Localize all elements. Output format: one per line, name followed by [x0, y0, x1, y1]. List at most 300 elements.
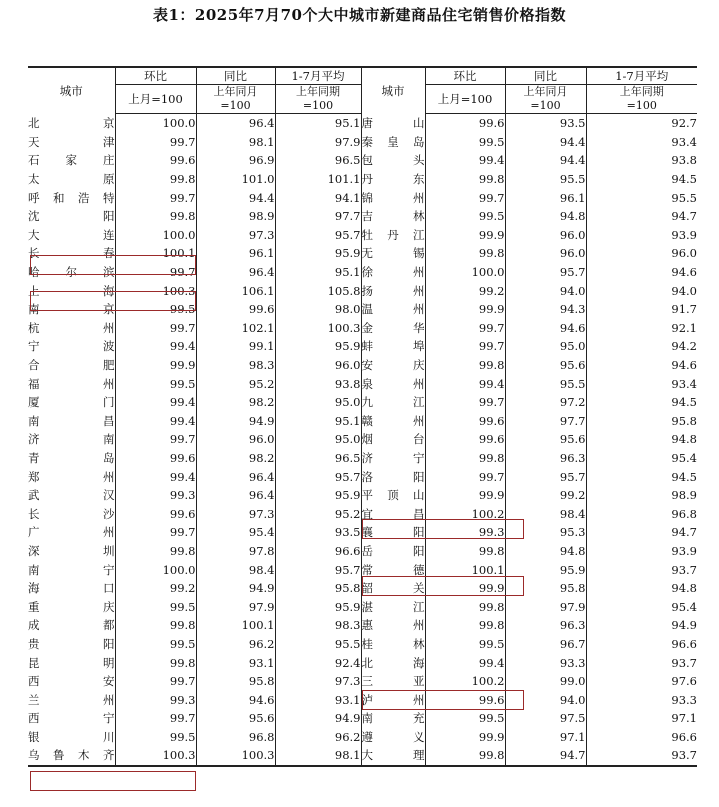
city-cell: 沈阳: [28, 209, 115, 224]
city-cell: 惠州: [361, 616, 425, 635]
mom-cell: 99.7: [115, 133, 196, 152]
mom-cell: 99.6: [115, 151, 196, 170]
mom-cell: 99.2: [115, 579, 196, 598]
yoy-cell: 96.8: [196, 728, 275, 747]
avg-cell: 94.9: [586, 616, 697, 635]
yoy-cell: 94.4: [196, 188, 275, 207]
mom-cell: 99.5: [115, 728, 196, 747]
mom-cell: 99.9: [425, 579, 505, 598]
mom-cell: 99.8: [115, 170, 196, 189]
city-cell: 合肥: [28, 358, 115, 373]
yoy-cell: 96.3: [505, 449, 586, 468]
city-cell: 昆明: [28, 655, 115, 670]
avg-cell: 96.0: [586, 244, 697, 263]
yoy-cell: 97.7: [505, 412, 586, 431]
city-cell: 金华: [361, 319, 425, 338]
yoy-cell: 93.1: [196, 653, 275, 672]
yoy-cell: 97.3: [196, 226, 275, 245]
avg-cell: 105.8: [275, 281, 361, 300]
city-cell: 厦门: [28, 395, 115, 410]
mom-cell: 99.7: [425, 319, 505, 338]
mom-cell: 99.8: [425, 356, 505, 375]
mom-cell: 99.7: [115, 672, 196, 691]
city-cell: 济宁: [361, 449, 425, 468]
city-cell: 秦皇岛: [361, 133, 425, 152]
table-row: [28, 412, 697, 431]
mom-cell: 99.8: [425, 449, 505, 468]
mom-cell: 99.7: [115, 263, 196, 282]
avg-cell: 95.7: [275, 467, 361, 486]
city-cell: 南充: [361, 709, 425, 728]
mom-cell: 99.8: [425, 244, 505, 263]
yoy-cell: 96.4: [196, 467, 275, 486]
city-cell: 成都: [28, 618, 115, 633]
avg-cell: 93.9: [586, 226, 697, 245]
table-row: [28, 151, 697, 170]
avg-cell: 94.5: [586, 393, 697, 412]
avg-cell: 95.5: [586, 188, 697, 207]
mom-cell: 99.6: [115, 449, 196, 468]
avg-cell: 98.1: [275, 746, 361, 766]
avg-cell: 97.1: [586, 709, 697, 728]
avg-cell: 94.7: [586, 207, 697, 226]
header-avg-base-right: 上年同期 =100: [586, 85, 697, 114]
avg-cell: 93.7: [586, 746, 697, 766]
mom-cell: 99.7: [115, 709, 196, 728]
avg-cell: 94.0: [586, 281, 697, 300]
city-cell: 温州: [361, 300, 425, 319]
mom-cell: 99.6: [425, 690, 505, 709]
yoy-cell: 97.8: [196, 542, 275, 561]
city-cell: 上海: [28, 283, 115, 298]
avg-cell: 93.8: [586, 151, 697, 170]
table-row: [28, 709, 697, 728]
avg-cell: 94.8: [586, 579, 697, 598]
city-cell: 牡丹江: [361, 226, 425, 245]
yoy-cell: 96.7: [505, 635, 586, 654]
avg-cell: 95.9: [275, 244, 361, 263]
yoy-cell: 96.4: [196, 114, 275, 133]
avg-cell: 92.7: [586, 114, 697, 133]
yoy-cell: 98.1: [196, 133, 275, 152]
city-cell: 泉州: [361, 374, 425, 393]
city-cell: 济南: [28, 432, 115, 447]
city-cell: 北海: [361, 653, 425, 672]
mom-cell: 100.1: [425, 560, 505, 579]
header-mom-base-left: 上月=100: [115, 85, 196, 114]
avg-cell: 96.8: [586, 504, 697, 523]
mom-cell: 99.9: [425, 728, 505, 747]
mom-cell: 100.3: [115, 746, 196, 766]
yoy-cell: 94.6: [196, 690, 275, 709]
avg-cell: 93.9: [586, 542, 697, 561]
avg-cell: 95.0: [275, 393, 361, 412]
avg-cell: 95.5: [275, 635, 361, 654]
city-cell: 蚌埠: [361, 337, 425, 356]
avg-cell: 93.7: [586, 653, 697, 672]
city-cell: 重庆: [28, 599, 115, 614]
avg-cell: 98.0: [275, 300, 361, 319]
yoy-cell: 95.7: [505, 263, 586, 282]
avg-cell: 95.1: [275, 114, 361, 133]
yoy-cell: 96.4: [196, 486, 275, 505]
table-row: [28, 728, 697, 747]
table-row: [28, 467, 697, 486]
avg-cell: 95.8: [586, 412, 697, 431]
mom-cell: 99.6: [425, 430, 505, 449]
mom-cell: 99.6: [115, 504, 196, 523]
city-cell: 长沙: [28, 506, 115, 521]
yoy-cell: 95.8: [505, 579, 586, 598]
yoy-cell: 95.9: [505, 560, 586, 579]
city-cell: 北京: [28, 116, 115, 131]
city-cell: 天津: [28, 134, 115, 149]
mom-cell: 99.7: [425, 467, 505, 486]
table-row: [28, 542, 697, 561]
mom-cell: 99.3: [425, 523, 505, 542]
city-cell: 武汉: [28, 488, 115, 503]
city-cell: 南昌: [28, 413, 115, 428]
mom-cell: 99.4: [425, 374, 505, 393]
city-cell: 洛阳: [361, 467, 425, 486]
table-row: [28, 188, 697, 207]
mom-cell: 99.8: [115, 542, 196, 561]
mom-cell: 99.8: [115, 653, 196, 672]
yoy-cell: 96.0: [505, 244, 586, 263]
city-cell: 南京: [28, 302, 115, 317]
avg-cell: 93.4: [586, 133, 697, 152]
table-row: [28, 133, 697, 152]
table-row: [28, 672, 697, 691]
yoy-cell: 96.4: [196, 263, 275, 282]
avg-cell: 95.9: [275, 337, 361, 356]
yoy-cell: 99.1: [196, 337, 275, 356]
mom-cell: 99.5: [425, 635, 505, 654]
price-index-table: [28, 66, 697, 767]
yoy-cell: 96.9: [196, 151, 275, 170]
city-cell: 韶关: [361, 579, 425, 598]
highlight-box-urumqi: [30, 771, 196, 791]
header-yoy-base-left: 上年同月 =100: [196, 85, 275, 114]
mom-cell: 99.3: [115, 486, 196, 505]
city-cell: 石家庄: [28, 153, 115, 168]
avg-cell: 98.3: [275, 616, 361, 635]
city-cell: 哈尔滨: [28, 265, 115, 280]
yoy-cell: 95.6: [505, 356, 586, 375]
yoy-cell: 96.1: [196, 244, 275, 263]
yoy-cell: 95.3: [505, 523, 586, 542]
avg-cell: 95.9: [275, 486, 361, 505]
mom-cell: 99.7: [425, 188, 505, 207]
mom-cell: 99.6: [425, 114, 505, 133]
avg-cell: 96.5: [275, 449, 361, 468]
yoy-cell: 97.9: [196, 597, 275, 616]
table-row: [28, 430, 697, 449]
header-avg-right: 1-7月平均: [586, 67, 697, 85]
city-cell: 太原: [28, 172, 115, 187]
avg-cell: 93.3: [586, 690, 697, 709]
avg-cell: 92.1: [586, 319, 697, 338]
avg-cell: 94.6: [586, 356, 697, 375]
city-cell: 桂林: [361, 635, 425, 654]
table-row: [28, 226, 697, 245]
city-cell: 宁波: [28, 339, 115, 354]
city-cell: 烟台: [361, 430, 425, 449]
yoy-cell: 95.7: [505, 467, 586, 486]
yoy-cell: 94.8: [505, 542, 586, 561]
avg-cell: 96.2: [275, 728, 361, 747]
city-cell: 大连: [28, 227, 115, 242]
avg-cell: 98.9: [586, 486, 697, 505]
avg-cell: 97.3: [275, 672, 361, 691]
header-avg-base-left: 上年同期 =100: [275, 85, 361, 114]
yoy-cell: 97.9: [505, 597, 586, 616]
yoy-cell: 96.2: [196, 635, 275, 654]
header-city-left: 城市: [28, 67, 115, 114]
city-cell: 乌鲁木齐: [28, 746, 115, 766]
mom-cell: 99.7: [115, 319, 196, 338]
mom-cell: 99.3: [115, 690, 196, 709]
table-row: [28, 635, 697, 654]
mom-cell: 99.7: [425, 337, 505, 356]
yoy-cell: 95.6: [196, 709, 275, 728]
mom-cell: 100.2: [425, 672, 505, 691]
avg-cell: 100.3: [275, 319, 361, 338]
yoy-cell: 99.2: [505, 486, 586, 505]
yoy-cell: 94.9: [196, 412, 275, 431]
table-row: [28, 449, 697, 468]
mom-cell: 99.9: [425, 486, 505, 505]
header-mom-right: 环比: [425, 67, 505, 85]
table-row: [28, 746, 697, 766]
avg-cell: 94.2: [586, 337, 697, 356]
yoy-cell: 96.3: [505, 616, 586, 635]
city-cell: 襄阳: [361, 523, 425, 542]
city-cell: 九江: [361, 393, 425, 412]
mom-cell: 100.0: [115, 114, 196, 133]
city-cell: 平顶山: [361, 486, 425, 505]
avg-cell: 97.9: [275, 133, 361, 152]
avg-cell: 97.6: [586, 672, 697, 691]
table-row: [28, 653, 697, 672]
mom-cell: 99.8: [425, 170, 505, 189]
yoy-cell: 96.1: [505, 188, 586, 207]
mom-cell: 99.7: [425, 393, 505, 412]
yoy-cell: 101.0: [196, 170, 275, 189]
city-cell: 郑州: [28, 469, 115, 484]
avg-cell: 95.4: [586, 597, 697, 616]
city-cell: 银川: [28, 729, 115, 744]
table-row: [28, 300, 697, 319]
table-row: [28, 170, 697, 189]
table-row: [28, 597, 697, 616]
avg-cell: 96.6: [586, 635, 697, 654]
avg-cell: 94.9: [275, 709, 361, 728]
mom-cell: 99.9: [425, 226, 505, 245]
avg-cell: 95.2: [275, 504, 361, 523]
mom-cell: 99.9: [425, 300, 505, 319]
city-cell: 深圳: [28, 543, 115, 558]
yoy-cell: 95.0: [505, 337, 586, 356]
table-row: [28, 374, 697, 393]
yoy-cell: 97.3: [196, 504, 275, 523]
mom-cell: 100.0: [425, 263, 505, 282]
mom-cell: 100.0: [115, 226, 196, 245]
avg-cell: 94.7: [586, 523, 697, 542]
header-mom-base-right: 上月=100: [425, 85, 505, 114]
avg-cell: 95.7: [275, 226, 361, 245]
mom-cell: 99.8: [425, 746, 505, 766]
city-cell: 赣州: [361, 412, 425, 431]
table-row: [28, 281, 697, 300]
city-cell: 湛江: [361, 597, 425, 616]
city-cell: 丹东: [361, 170, 425, 189]
table-row: [28, 319, 697, 338]
mom-cell: 99.4: [115, 337, 196, 356]
avg-cell: 94.5: [586, 467, 697, 486]
mom-cell: 99.4: [425, 653, 505, 672]
avg-cell: 95.8: [275, 579, 361, 598]
avg-cell: 93.4: [586, 374, 697, 393]
avg-cell: 95.9: [275, 597, 361, 616]
avg-cell: 95.1: [275, 263, 361, 282]
city-cell: 吉林: [361, 207, 425, 226]
mom-cell: 99.2: [425, 281, 505, 300]
mom-cell: 100.0: [115, 560, 196, 579]
avg-cell: 96.5: [275, 151, 361, 170]
yoy-cell: 95.5: [505, 170, 586, 189]
table-row: [28, 486, 697, 505]
yoy-cell: 95.4: [196, 523, 275, 542]
table-row: [28, 263, 697, 282]
table-header: [28, 67, 697, 114]
mom-cell: 99.9: [115, 356, 196, 375]
city-cell: 南宁: [28, 562, 115, 577]
yoy-cell: 98.4: [196, 560, 275, 579]
city-cell: 遵义: [361, 728, 425, 747]
avg-cell: 93.7: [586, 560, 697, 579]
avg-cell: 101.1: [275, 170, 361, 189]
mom-cell: 99.4: [115, 467, 196, 486]
yoy-cell: 97.5: [505, 709, 586, 728]
city-cell: 锦州: [361, 188, 425, 207]
table-body: [28, 114, 697, 766]
yoy-cell: 95.5: [505, 374, 586, 393]
header-yoy-base-right: 上年同月 =100: [505, 85, 586, 114]
mom-cell: 99.7: [115, 188, 196, 207]
yoy-cell: 94.3: [505, 300, 586, 319]
header-city-right: 城市: [361, 67, 425, 114]
city-cell: 大理: [361, 746, 425, 766]
city-cell: 岳阳: [361, 542, 425, 561]
avg-cell: 91.7: [586, 300, 697, 319]
yoy-cell: 94.0: [505, 281, 586, 300]
yoy-cell: 94.4: [505, 151, 586, 170]
yoy-cell: 99.6: [196, 300, 275, 319]
city-cell: 贵阳: [28, 636, 115, 651]
city-cell: 常德: [361, 560, 425, 579]
yoy-cell: 93.3: [505, 653, 586, 672]
avg-cell: 94.6: [586, 263, 697, 282]
header-yoy-right: 同比: [505, 67, 586, 85]
mom-cell: 100.2: [425, 504, 505, 523]
mom-cell: 99.5: [425, 133, 505, 152]
city-cell: 海口: [28, 581, 115, 596]
table-row: [28, 616, 697, 635]
table-row: [28, 393, 697, 412]
mom-cell: 99.8: [425, 616, 505, 635]
table-row: [28, 504, 697, 523]
page-title: 表1：2025年7月70个大中城市新建商品住宅销售价格指数: [153, 6, 566, 24]
header-avg-left: 1-7月平均: [275, 67, 361, 85]
city-cell: 包头: [361, 151, 425, 170]
yoy-cell: 98.2: [196, 449, 275, 468]
mom-cell: 100.1: [115, 244, 196, 263]
yoy-cell: 94.4: [505, 133, 586, 152]
table-row: [28, 356, 697, 375]
mom-cell: 99.5: [115, 597, 196, 616]
avg-cell: 95.1: [275, 412, 361, 431]
yoy-cell: 106.1: [196, 281, 275, 300]
header-yoy-left: 同比: [196, 67, 275, 85]
table-row: [28, 114, 697, 133]
yoy-cell: 95.6: [505, 430, 586, 449]
mom-cell: 99.8: [115, 207, 196, 226]
avg-cell: 95.4: [586, 449, 697, 468]
avg-cell: 96.6: [586, 728, 697, 747]
yoy-cell: 94.6: [505, 319, 586, 338]
mom-cell: 99.4: [115, 412, 196, 431]
avg-cell: 97.7: [275, 207, 361, 226]
avg-cell: 92.4: [275, 653, 361, 672]
yoy-cell: 100.1: [196, 616, 275, 635]
city-cell: 无锡: [361, 244, 425, 263]
table-row: [28, 579, 697, 598]
city-cell: 安庆: [361, 356, 425, 375]
yoy-cell: 95.8: [196, 672, 275, 691]
yoy-cell: 98.3: [196, 356, 275, 375]
avg-cell: 94.1: [275, 188, 361, 207]
mom-cell: 99.7: [115, 523, 196, 542]
avg-cell: 94.5: [586, 170, 697, 189]
mom-cell: 99.8: [115, 616, 196, 635]
mom-cell: 99.4: [115, 393, 196, 412]
mom-cell: 99.8: [425, 542, 505, 561]
avg-cell: 96.6: [275, 542, 361, 561]
yoy-cell: 94.7: [505, 746, 586, 766]
city-cell: 西宁: [28, 711, 115, 726]
city-cell: 西安: [28, 674, 115, 689]
avg-cell: 95.0: [275, 430, 361, 449]
yoy-cell: 93.5: [505, 114, 586, 133]
yoy-cell: 98.4: [505, 504, 586, 523]
yoy-cell: 98.2: [196, 393, 275, 412]
yoy-cell: 96.0: [505, 226, 586, 245]
mom-cell: 99.5: [115, 635, 196, 654]
yoy-cell: 97.1: [505, 728, 586, 747]
city-cell: 呼和浩特: [28, 190, 115, 205]
mom-cell: 99.4: [425, 151, 505, 170]
yoy-cell: 94.0: [505, 690, 586, 709]
header-mom-left: 环比: [115, 67, 196, 85]
mom-cell: 99.5: [115, 300, 196, 319]
yoy-cell: 98.9: [196, 207, 275, 226]
avg-cell: 95.7: [275, 560, 361, 579]
table-row: [28, 690, 697, 709]
city-cell: 广州: [28, 525, 115, 540]
city-cell: 兰州: [28, 692, 115, 707]
avg-cell: 93.1: [275, 690, 361, 709]
